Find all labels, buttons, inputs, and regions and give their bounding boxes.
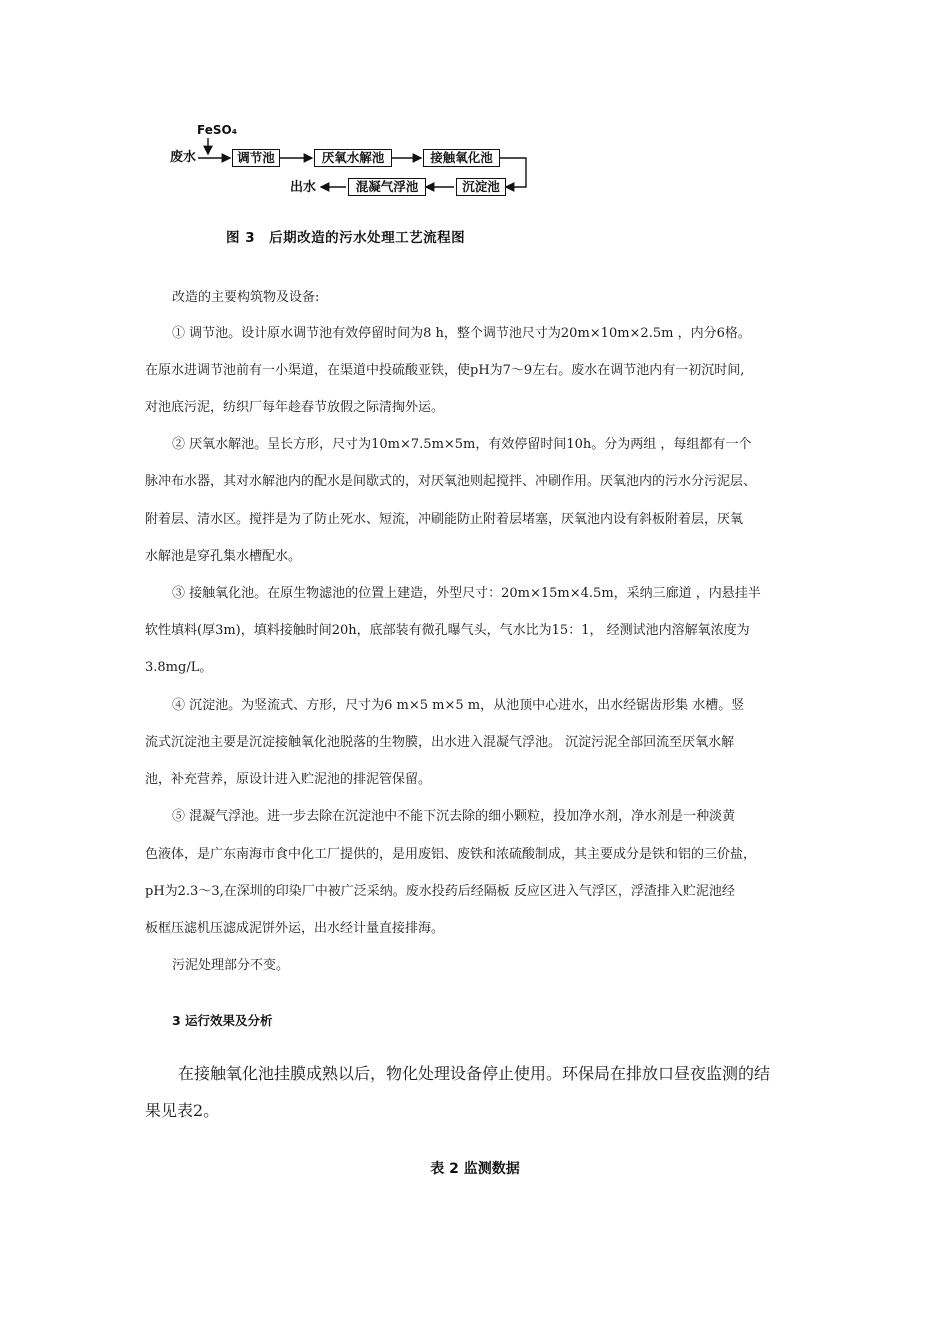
results-line: 在接触氧化池挂膜成熟以后，物化处理设备停止使用。环保局在排放口昼夜监测的结 (178, 1064, 771, 1083)
sludge-note: 污泥处理部分不变。 (172, 958, 290, 973)
item1-line: ① 调节池。设计原水调节池有效停留时间为8 h，整个调节池尺寸为20m×10m×2.5m ，内分6格。 (172, 326, 751, 341)
item4-line: 流式沉淀池主要是沉淀接触氧化池脱落的生物膜，出水进入混凝气浮池。 沉淀污泥全部回流至厌氧水解 (145, 735, 735, 750)
box-sedimentation-tank: 沉淀池 (456, 178, 506, 196)
item4-line: 池，补充营养，原设计进入贮泥池的排泥管保留。 (145, 772, 432, 787)
figure-title: 后期改造的污水处理工艺流程图 (269, 230, 466, 246)
item5-line: 板框压滤机压滤成泥饼外运，出水经计量直接排海。 (145, 921, 445, 936)
item5-line: 色液体，是广东南海市食中化工厂提供的，是用废铝、废铁和浓硫酸制成，其主要成分是铁和铝的三价盐， (145, 847, 757, 862)
box-regulating-tank: 调节池 (232, 149, 280, 167)
box-coagulation-flotation-tank: 混凝气浮池 (348, 178, 426, 196)
item3-line: 3.8mg/L。 (145, 660, 213, 675)
box-anaerobic-hydrolysis-tank: 厌氧水解池 (314, 149, 392, 167)
item2-line: 脉冲布水器，其对水解池内的配水是间歇式的，对厌氧池则起搅拌、冲刷作用。厌氧池内的污水分污泥层、 (145, 474, 757, 489)
item3-line: 软性填料(厚3m)，填料接触时间20h，底部装有微孔曝气头，气水比为15：1， 经测试池内溶解氧浓度为 (145, 623, 750, 638)
figure-number: 图 3 (226, 230, 256, 246)
item2-line: ② 厌氧水解池。呈长方形，尺寸为10m×7.5m×5m，有效停留时间10h。分为两组 ，每组都有一个 (172, 437, 752, 452)
item1-line: 对池底污泥，纺织厂每年趁春节放假之际清掏外运。 (145, 400, 445, 415)
output-label: 出水 (290, 180, 317, 195)
intro-line: 改造的主要构筑物及设备: (172, 290, 320, 305)
process-flow-diagram (168, 118, 548, 200)
item1-line: 在原水进调节池前有一小渠道，在渠道中投硫酸亚铁，使pH为7～9左右。废水在调节池内有一初沉时间, (145, 363, 745, 378)
item5-line: pH为2.3～3,在深圳的印染厂中被广泛采纳。废水投药后经隔板 反应区进入气浮区，浮渣排入贮泥池经 (145, 884, 735, 899)
results-line: 果见表2。 (145, 1101, 220, 1120)
box-contact-oxidation-tank: 接触氧化池 (423, 149, 500, 167)
section-heading: 3 运行效果及分析 (172, 1013, 273, 1028)
input-label: 废水 (170, 150, 197, 165)
table-title: 表 2 监测数据 (430, 1161, 520, 1177)
item2-line: 附着层、清水区。搅拌是为了防止死水、短流，冲刷能防止附着层堵塞，厌氧池内设有斜板附着层，厌氧 (145, 512, 744, 527)
item2-line: 水解池是穿孔集水槽配水。 (145, 549, 302, 564)
item4-line: ④ 沉淀池。为竖流式、方形，尺寸为6 m×5 m×5 m，从池顶中心进水，出水经锯齿形集 水槽。竖 (172, 698, 745, 713)
figure-caption (226, 226, 465, 246)
item5-line: ⑤ 混凝气浮池。进一步去除在沉淀池中不能下沉去除的细小颗粒，投加净水剂，净水剂是一种淡黄 (172, 809, 736, 824)
reagent-label: FeSO₄ (197, 123, 237, 137)
item3-line: ③ 接触氧化池。在原生物滤池的位置上建造，外型尺寸：20m×15m×4.5m，采纳三廊道 ，内悬挂半 (172, 586, 761, 601)
